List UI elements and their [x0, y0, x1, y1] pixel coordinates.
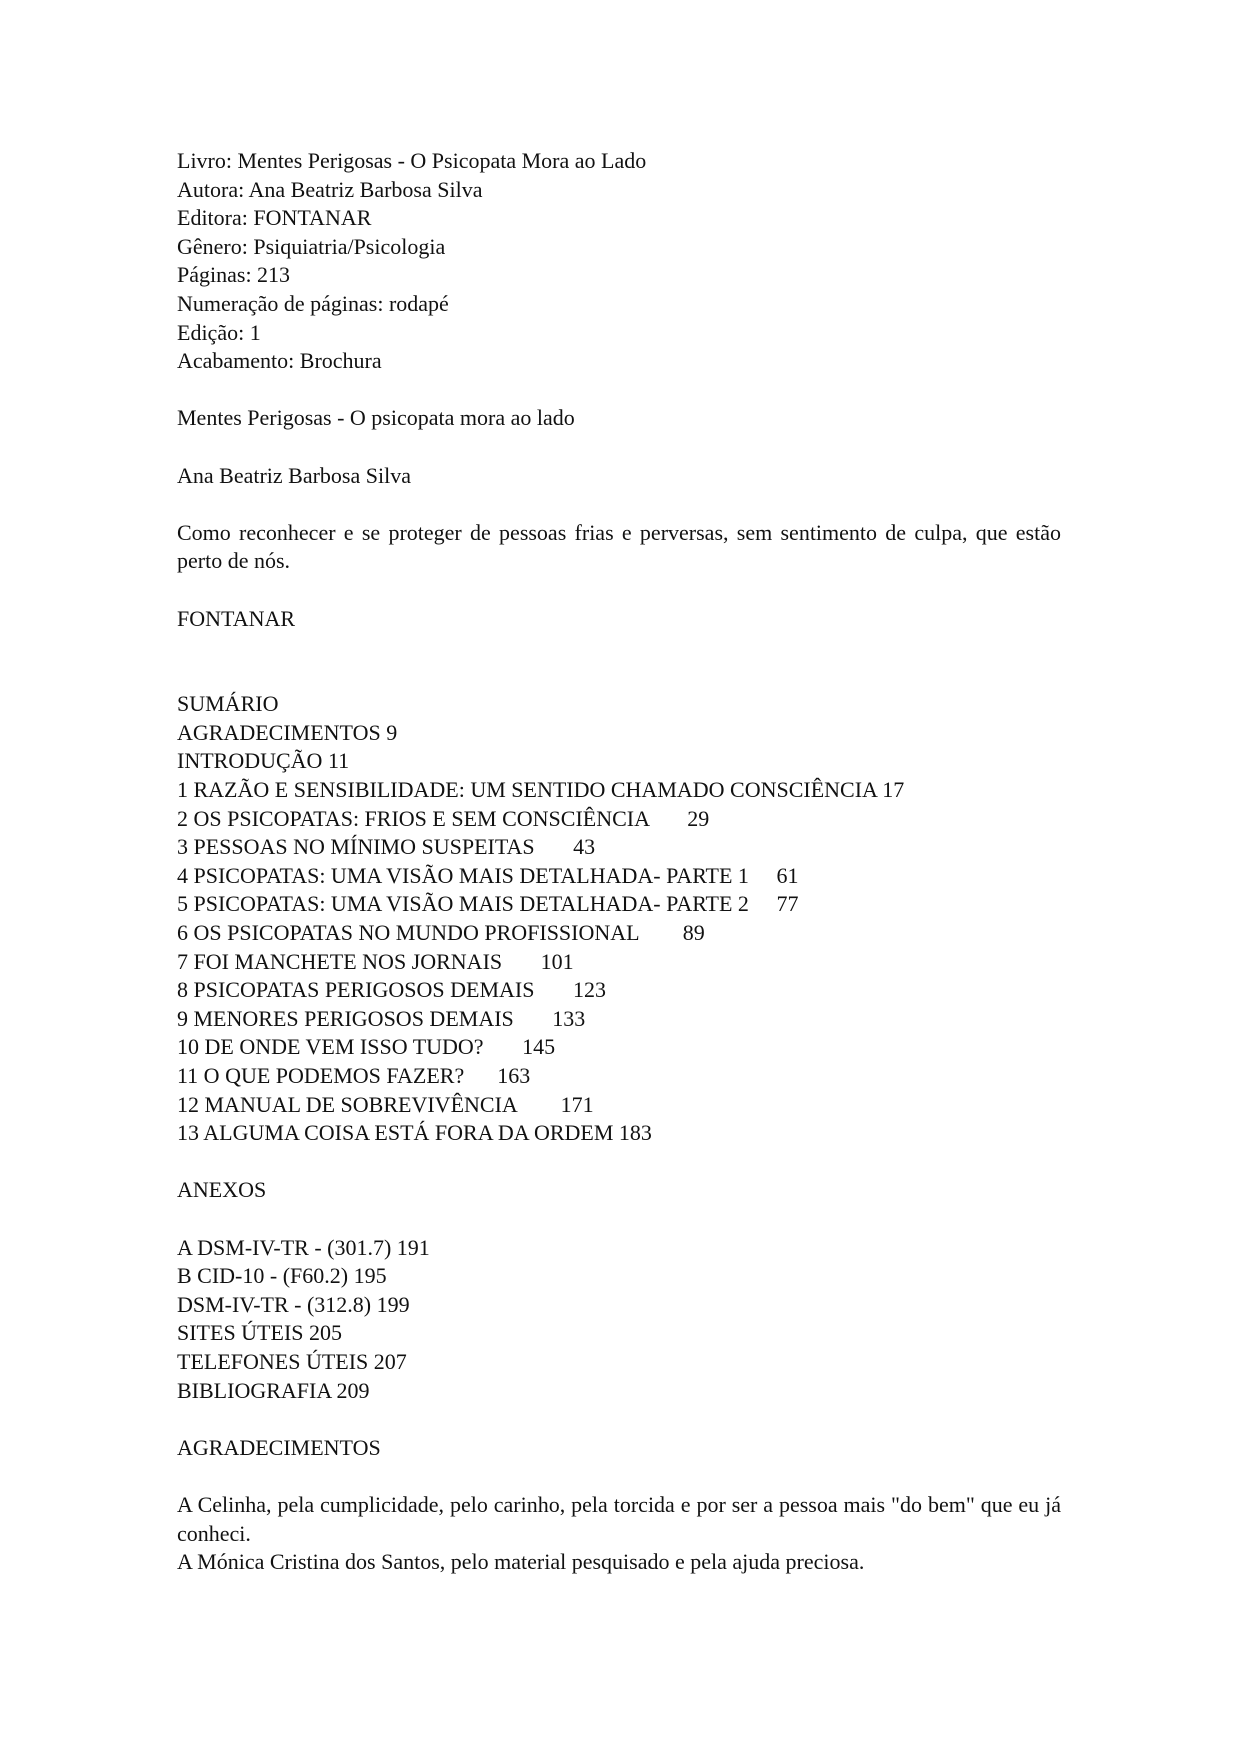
- annex-entry: [177, 1291, 1061, 1320]
- toc-entry: [177, 1119, 1061, 1148]
- toc-entry-spacing: [514, 1006, 553, 1031]
- toc-entry-page: 123: [572, 977, 606, 1003]
- annex-entry: [177, 1319, 1061, 1348]
- toc-heading: SUMÁRIO: [177, 691, 279, 717]
- toc-entry-spacing: [749, 891, 777, 916]
- toc-entry-spacing: [649, 806, 688, 831]
- toc-entry-spacing: [534, 977, 573, 1002]
- toc-entry-spacing: [517, 1092, 561, 1117]
- toc-entry-title: AGRADECIMENTOS: [177, 719, 381, 745]
- annex-entry: [177, 1377, 1061, 1406]
- annex-entry-title: BIBLIOGRAFIA: [177, 1377, 332, 1403]
- toc-entry-title: 8 PSICOPATAS PERIGOSOS DEMAIS: [177, 977, 535, 1003]
- acknowledgement-paragraph: A Mónica Cristina dos Santos, pelo material pesquisado e pela ajuda preciosa.: [177, 1549, 865, 1575]
- toc-entry: [177, 833, 1061, 862]
- annex-entry-page: 199: [376, 1291, 410, 1317]
- book-title: Mentes Perigosas - O psicopata mora ao lado: [177, 405, 575, 431]
- annex-entry: [177, 1348, 1061, 1377]
- toc-entry: [177, 1033, 1061, 1062]
- toc-entry: [177, 747, 1061, 776]
- acknowledgement-paragraph: A Celinha, pela cumplicidade, pelo carinho, pela torcida e por ser a pessoa mais "do bem" que eu já conheci.: [177, 1491, 1061, 1546]
- toc-entry-title: 2 OS PSICOPATAS: FRIOS E SEM CONSCIÊNCIA: [177, 805, 649, 831]
- annex-entry-title: TELEFONES ÚTEIS: [177, 1348, 369, 1374]
- toc-entry-title: 9 MENORES PERIGOSOS DEMAIS: [177, 1005, 514, 1031]
- annex-entry: [177, 1262, 1061, 1291]
- annex-entry-page: 209: [336, 1377, 370, 1403]
- toc-entry: [177, 948, 1061, 977]
- annexes-section: [177, 1176, 1061, 1405]
- annex-entry-title: B CID-10 - (F60.2): [177, 1263, 349, 1289]
- annex-entry-title: SITES ÚTEIS: [177, 1320, 304, 1346]
- toc-entry-spacing: [535, 834, 574, 859]
- book-publisher: FONTANAR: [177, 605, 296, 631]
- toc-entry-page: 171: [560, 1091, 594, 1117]
- toc-entry: [177, 976, 1061, 1005]
- toc-entry-title: 10 DE ONDE VEM ISSO TUDO?: [177, 1034, 484, 1060]
- toc-entry: [177, 862, 1061, 891]
- toc-entry-title: 5 PSICOPATAS: UMA VISÃO MAIS DETALHADA- PARTE 2: [177, 891, 749, 917]
- annex-entry-page: 205: [309, 1320, 342, 1346]
- acknowledgements-section: [177, 1434, 1061, 1577]
- toc-entry-page: 133: [552, 1005, 586, 1031]
- toc-entry-page: 145: [522, 1034, 556, 1060]
- toc-list: [177, 719, 1061, 1148]
- toc-entry-spacing: [464, 1063, 497, 1088]
- toc-entry-title: 11 O QUE PODEMOS FAZER?: [177, 1063, 465, 1088]
- toc-entry-page: 17: [882, 777, 905, 803]
- table-of-contents: [177, 690, 1061, 1148]
- toc-entry-title: 1 RAZÃO E SENSIBILIDADE: UM SENTIDO CHAMADO CONSCIÊNCIA: [177, 777, 877, 803]
- toc-entry-page: 101: [540, 948, 574, 974]
- annex-list: [177, 1234, 1061, 1406]
- toc-entry: [177, 890, 1061, 919]
- toc-entry-spacing: [749, 863, 777, 888]
- toc-entry: [177, 1091, 1061, 1120]
- metadata-publisher: Editora: FONTANAR: [177, 205, 372, 231]
- toc-entry-page: 77: [776, 891, 799, 917]
- metadata-edition: Edição: 1: [177, 319, 261, 345]
- toc-entry-page: 163: [497, 1063, 531, 1088]
- annex-entry-title: A DSM-IV-TR - (301.7): [177, 1234, 392, 1260]
- annex-entry-page: 195: [353, 1263, 387, 1289]
- acknowledgements-heading: AGRADECIMENTOS: [177, 1434, 381, 1460]
- toc-entry-page: 89: [682, 920, 705, 946]
- book-subtitle: Como reconhecer e se proteger de pessoas frias e perversas, sem sentimento de culpa, que estão perto de nós.: [177, 519, 1061, 574]
- toc-entry-title: 4 PSICOPATAS: UMA VISÃO MAIS DETALHADA- PARTE 1: [177, 862, 749, 888]
- toc-entry-spacing: [484, 1034, 523, 1059]
- toc-entry-title: INTRODUÇÃO: [177, 748, 323, 774]
- toc-entry-title: 7 FOI MANCHETE NOS JORNAIS: [177, 948, 503, 974]
- toc-entry: [177, 776, 1061, 805]
- toc-entry-page: 61: [776, 862, 799, 888]
- toc-entry-page: 29: [687, 805, 710, 831]
- toc-entry-page: 43: [573, 834, 596, 860]
- annex-entry: [177, 1234, 1061, 1263]
- metadata-genre: Gênero: Psiquiatria/Psicologia: [177, 233, 446, 259]
- toc-entry: [177, 919, 1061, 948]
- toc-entry-title: 3 PESSOAS NO MÍNIMO SUSPEITAS: [177, 834, 535, 860]
- document-page: [177, 147, 1061, 1577]
- annex-entry-page: 207: [373, 1348, 407, 1374]
- toc-entry-spacing: [502, 949, 541, 974]
- metadata-pages: Páginas: 213: [177, 262, 291, 288]
- toc-entry-page: 11: [327, 748, 350, 774]
- toc-entry-spacing: [639, 920, 683, 945]
- annex-entry-page: 191: [396, 1234, 430, 1260]
- toc-entry: [177, 719, 1061, 748]
- book-metadata: [177, 147, 1061, 376]
- toc-entry-title: 12 MANUAL DE SOBREVIVÊNCIA: [177, 1091, 517, 1117]
- metadata-book: Livro: Mentes Perigosas - O Psicopata Mora ao Lado: [177, 148, 647, 173]
- toc-entry: [177, 1062, 1061, 1091]
- toc-entry-title: 13 ALGUMA COISA ESTÁ FORA DA ORDEM: [177, 1120, 614, 1146]
- toc-entry: [177, 1005, 1061, 1034]
- toc-entry-page: 183: [618, 1120, 652, 1146]
- metadata-page-numbering: Numeração de páginas: rodapé: [177, 290, 449, 316]
- metadata-binding: Acabamento: Brochura: [177, 348, 382, 374]
- toc-entry: [177, 805, 1061, 834]
- metadata-author: Autora: Ana Beatriz Barbosa Silva: [177, 176, 483, 202]
- annex-entry-title: DSM-IV-TR - (312.8): [177, 1291, 372, 1317]
- toc-entry-title: 6 OS PSICOPATAS NO MUNDO PROFISSIONAL: [177, 920, 639, 946]
- annexes-heading: ANEXOS: [177, 1177, 267, 1203]
- toc-entry-page: 9: [386, 719, 398, 745]
- book-author: Ana Beatriz Barbosa Silva: [177, 462, 411, 488]
